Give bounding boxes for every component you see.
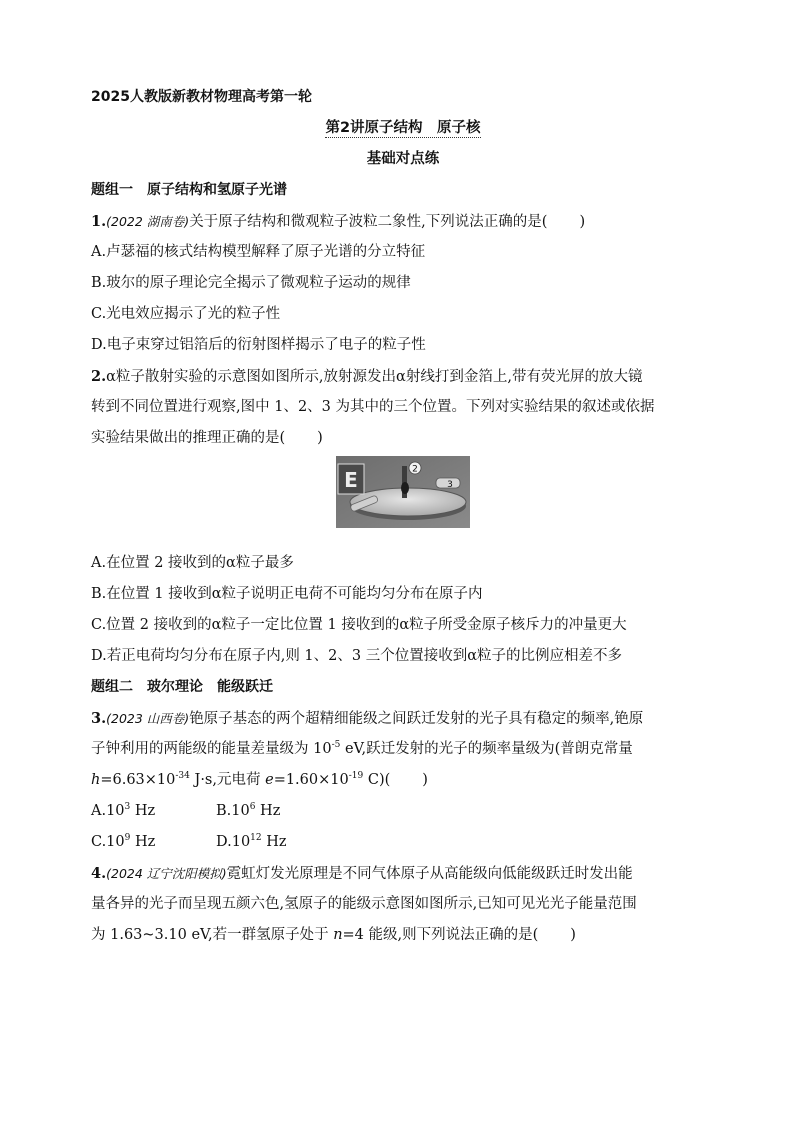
question-1-option-c[interactable]: C.光电效应揭示了光的粒子性 — [91, 306, 281, 322]
position-label-3: 3 — [447, 480, 453, 490]
position-label-2: 2 — [412, 464, 418, 475]
source-box-label-icon: E — [344, 468, 358, 492]
question-2-stem-line-2: 转到不同位置进行观察,图中 1、2、3 为其中的三个位置。下列对实验结果的叙述或依据 — [91, 399, 655, 415]
question-2-stem-line-1: 2.α粒子散射实验的示意图如图所示,放射源发出α射线打到金箔上,带有荧光屏的放大镜 — [91, 368, 643, 385]
question-3-option-d[interactable]: $D.10^{12}$ Hz — [216, 833, 287, 850]
question-3-options-row-2 — [91, 827, 715, 858]
lesson-title-main: 第2讲原子结构 原子核 — [325, 120, 481, 136]
group-heading-2: 题组二 玻尔理论 能级跃迁 — [91, 679, 273, 695]
lesson-title — [91, 113, 715, 144]
question-2-stem-line-3: 实验结果做出的推理正确的是( ) — [91, 430, 323, 446]
question-2-option-c[interactable]: C.位置 2 接收到的α粒子一定比位置 1 接收到的α粒子所受金原子核斥力的冲量更大 — [91, 617, 627, 633]
question-1-option-d[interactable]: D.电子束穿过铝箔后的衍射图样揭示了电子的粒子性 — [91, 337, 426, 353]
alpha-scattering-figure — [91, 456, 715, 536]
gold-foil — [401, 482, 409, 494]
question-2-option-d[interactable]: D.若正电荷均匀分布在原子内,则 1、2、3 三个位置接收到α粒子的比例应相差不多 — [91, 648, 623, 664]
question-4-stem-line-1: 4.(2024 辽宁沈阳模拟)霓虹灯发光原理是不同气体原子从高能级向低能级跃迁时发出能 — [91, 865, 633, 882]
series-title: 2025人教版新教材物理高考第一轮 — [91, 89, 312, 105]
question-3-option-a[interactable]: $A.10^3$ Hz — [91, 802, 156, 819]
question-1-stem: 1.(2022 湖南卷)关于原子结构和微观粒子波粒二象性,下列说法正确的是( ) — [91, 213, 586, 230]
section-title: 基础对点练 — [366, 151, 440, 167]
question-3-options-row-1 — [91, 796, 715, 827]
question-2-option-a[interactable]: A.在位置 2 接收到的α粒子最多 — [91, 555, 294, 571]
question-3-stem-line-3: $h=6.63\times 10^{-34}$ J·s,元电荷 $e=1.60\times 10^{-19}$ C)( ) — [91, 771, 428, 788]
group-heading-1: 题组一 原子结构和氢原子光谱 — [91, 182, 287, 198]
question-1-option-b[interactable]: B.玻尔的原子理论完全揭示了微观粒子运动的规律 — [91, 275, 411, 291]
question-4-stem-line-3: 为 1.63~3.10 eV,若一群氢原子处于 n=4 能级,则下列说法正确的是( ) — [91, 927, 576, 943]
question-3-stem-line-1: 3.(2023 山西卷)铯原子基态的两个超精细能级之间跃迁发射的光子具有稳定的频率,铯原 — [91, 710, 644, 727]
question-3-stem-line-2: 子钟利用的两能级的能量差量级为 $10^{-5}$ eV,跃迁发射的光子的频率量级为(普朗克常量 — [91, 740, 633, 757]
question-4-stem-line-2: 量各异的光子而呈现五颜六色,氢原子的能级示意图如图所示,已知可见光光子能量范围 — [91, 896, 637, 912]
question-3-option-b[interactable]: $B.10^6$ Hz — [216, 802, 281, 819]
question-3-option-c[interactable]: $C.10^9$ Hz — [91, 833, 156, 850]
question-1-option-a[interactable]: A.卢瑟福的核式结构模型解释了原子光谱的分立特征 — [91, 244, 426, 260]
question-2-option-b[interactable]: B.在位置 1 接收到α粒子说明正电荷不可能均匀分布在原子内 — [91, 586, 483, 602]
alpha-scattering-diagram — [336, 456, 470, 528]
page-content — [91, 80, 715, 951]
